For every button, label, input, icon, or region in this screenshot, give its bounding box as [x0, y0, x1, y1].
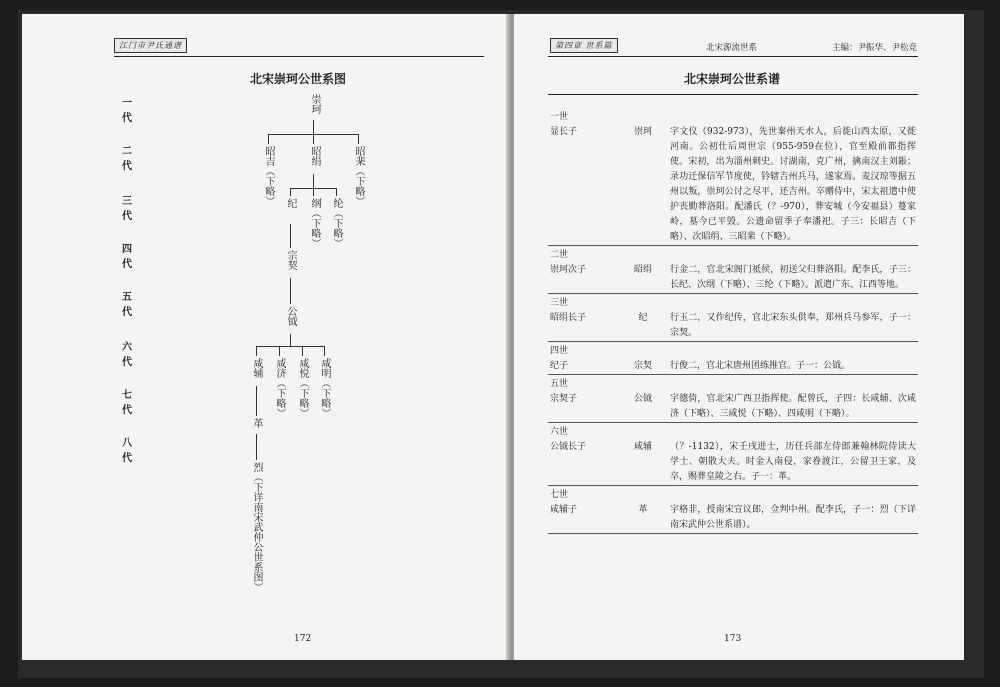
table-row: [548, 311, 918, 342]
tree-node-g6: 咸明（下略）: [319, 358, 330, 418]
tree-node-g2: 昭棐（下略）: [353, 146, 364, 206]
header-rule: [114, 56, 484, 57]
name-cell: 纪: [638, 313, 648, 323]
relation-cell: 崇珂次子: [550, 265, 587, 275]
tree-line: [290, 278, 291, 304]
tree-node-g2: 昭吉（下略）: [263, 146, 274, 206]
name-cell: 昭绢: [633, 265, 652, 275]
gen-label: 五代: [122, 292, 132, 318]
relation-cell: 显长子: [550, 127, 578, 137]
gen-label: 二代: [122, 146, 132, 172]
tree-line: [256, 346, 324, 347]
page-title: 北宋崇珂公世系图: [250, 72, 347, 86]
name-cell: 崇珂: [633, 127, 652, 137]
name-cell: 公钺: [633, 394, 652, 404]
table-row: [548, 125, 918, 246]
table-row: [548, 263, 918, 294]
tree-line: [256, 346, 257, 356]
table-row: [548, 503, 918, 534]
tree-line: [313, 120, 314, 134]
tree-line: [256, 386, 257, 416]
tree-node-g2: 昭绢: [309, 146, 320, 166]
biography-cell: 字德倚，官北宋广西卫指挥使。配曾氏，子四：长咸辅、次咸济（下略）、三咸悦（下略）、四咸明（下略）。: [670, 394, 916, 419]
name-cell: 革: [638, 505, 648, 515]
tree-line: [324, 346, 325, 356]
header-rule: [548, 56, 918, 57]
page-number: 173: [724, 634, 742, 644]
generation-label: 一世: [550, 112, 569, 122]
page-number: 172: [294, 634, 312, 644]
tree-line: [313, 174, 314, 188]
gen-label: 三代: [122, 196, 132, 222]
left-page: [22, 14, 510, 660]
series-tag: 江门市尹氏通谱: [114, 38, 187, 53]
biography-cell: 行玉二，又作纪传，官北宋东头供奉，郑州兵马参军，子一：宗契。: [670, 313, 916, 338]
table-row: [548, 440, 918, 486]
relation-cell: 公钺长子: [550, 442, 587, 452]
chapter-tag: 第四章 世系篇: [550, 38, 618, 53]
generation-label: 三世: [550, 298, 569, 308]
tree-node-g3: 纶（下略）: [331, 198, 342, 248]
tree-line: [358, 134, 359, 144]
relation-cell: 宗契子: [550, 394, 578, 404]
tree-line: [290, 334, 291, 346]
generation-label: 六世: [550, 427, 569, 437]
table-row: [548, 392, 918, 423]
name-cell: 咸辅: [633, 442, 652, 452]
tree-node-g6: 咸悦（下略）: [297, 358, 308, 418]
title-rule: [548, 94, 918, 95]
tree-node-g3: 纪: [285, 198, 296, 208]
tree-line: [268, 134, 269, 144]
tree-line: [313, 134, 314, 144]
tree-line: [302, 346, 303, 356]
biography-cell: 行金二，官北宋阁门祗侯，初送父归葬洛阳。配李氏，子三：长纪、次纲（下略）、三纶（下略）。派遣广东、江西等地。: [670, 265, 916, 290]
name-cell: 宗契: [633, 361, 652, 371]
tree-node-g6: 咸辅: [251, 358, 262, 378]
generation-label: 七世: [550, 490, 569, 500]
gen-label: 六代: [122, 342, 132, 368]
biography-cell: （？-1132），宋壬戌进士，历任兵部左侍郎兼翰林院侍读大学士、朝散大夫。时金人南侵，家眷渡江，公留卫王家，及卒，赐葬皇陵之右。子一：革。: [670, 442, 916, 482]
tree-line: [290, 188, 291, 196]
tree-line: [313, 188, 314, 196]
right-page: [514, 14, 964, 660]
tree-node-g1: 崇珂: [309, 94, 320, 114]
table-row: [548, 359, 918, 375]
tree-node-g5: 公钺: [285, 306, 296, 326]
tree-node-g8: 烈（下详南宋武仲公世系图）: [251, 462, 262, 592]
biography-cell: 行俊二，官北宋唐州团练推官。子一：公钺。: [670, 361, 851, 371]
tree-node-g7: 革: [251, 418, 262, 428]
header-editors: 主编：尹振华、尹松竞: [832, 43, 918, 53]
gen-label: 四代: [122, 244, 132, 270]
tree-line: [336, 188, 337, 196]
generation-label: 五世: [550, 379, 569, 389]
tree-line: [256, 434, 257, 460]
relation-cell: 咸辅子: [550, 505, 578, 515]
tree-node-g6: 咸济（下略）: [274, 358, 285, 418]
tree-line: [290, 224, 291, 248]
genealogy-table: [548, 108, 918, 534]
page-title: 北宋崇珂公世系谱: [684, 72, 781, 86]
relation-cell: 纪子: [550, 361, 569, 371]
gen-label: 一代: [122, 98, 132, 124]
tree-node-g3: 纲（下略）: [309, 198, 320, 248]
gen-label: 八代: [122, 438, 132, 464]
biography-cell: 字格非，授南宋宣议郎，佥判中州。配李氏，子一：烈（下详南宋武仲公世系谱）。: [670, 505, 916, 530]
tree-node-g4: 宗契: [285, 250, 296, 270]
biography-cell: 字文仪（932-973），先世秦州天水人，后徙山西太原，又徙河南。公初仕后周世宗（955-959在位），官至殿前都指挥使。宋初，出为淄州刺史。讨湖南，克广州，擒南汉主刘鋹；录功迁保信军节度使，钤辖吉州兵马，遂家焉。麦汉琼等据五州以叛，崇珂公讨之尽平，还吉州。卒赠侍中，宋太祖遣中使护丧勤葬洛阳。配潘氏（？-970），葬安城（今安福县）蔓家岭，墓今已平毁。公遗命留季子奉潘祀。子三：长昭吉（下略）、次昭绢、三昭棐（下略）。: [670, 127, 916, 242]
header-center: 北宋源流世系: [706, 43, 758, 53]
generation-label: 四世: [550, 346, 569, 356]
generation-label: 二世: [550, 250, 569, 260]
relation-cell: 昭绢长子: [550, 313, 587, 323]
gen-label: 七代: [122, 390, 132, 416]
tree-line: [279, 346, 280, 356]
